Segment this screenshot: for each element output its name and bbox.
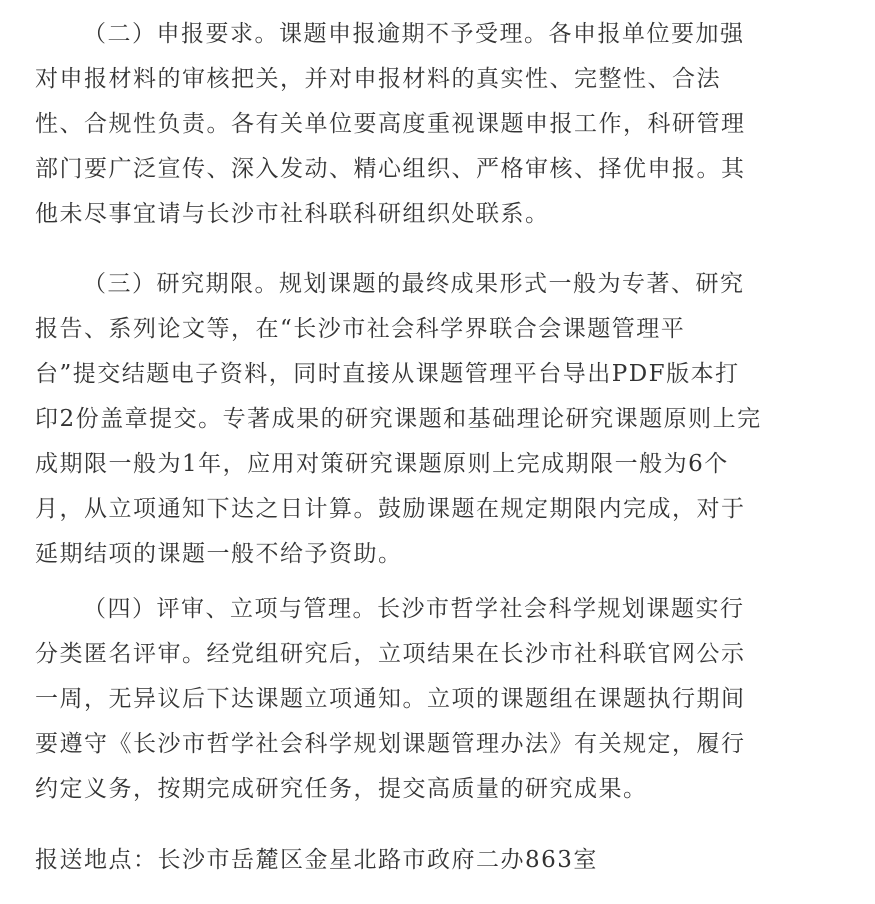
text-line: 部门要广泛宣传、深入发动、精心组织、严格审核、择优申报。其 xyxy=(35,156,746,182)
text-line: 成期限一般为1年，应用对策研究课题原则上完成期限一般为6个 xyxy=(35,451,729,477)
text-line: 月，从立项通知下达之日计算。鼓励课题在规定期限内完成，对于 xyxy=(35,496,746,522)
text-line: 一周，无异议后下达课题立项通知。立项的课题组在课题执行期间 xyxy=(35,686,746,712)
text-line: 约定义务，按期完成研究任务，提交高质量的研究成果。 xyxy=(35,776,648,802)
text-line: （二）申报要求。课题申报逾期不予受理。各申报单位要加强 xyxy=(83,21,745,47)
text-line: 要遵守《长沙市哲学社会科学规划课题管理办法》有关规定，履行 xyxy=(35,731,746,757)
text-line: 他未尽事宜请与长沙市社科联科研组织处联系。 xyxy=(35,201,550,227)
text-line: 性、合规性负责。各有关单位要高度重视课题申报工作，科研管理 xyxy=(35,111,746,137)
paragraph-research-period xyxy=(35,262,835,577)
text-line: 分类匿名评审。经党组研究后，立项结果在长沙市社科联官网公示 xyxy=(35,641,746,667)
text-line: 报告、系列论文等，在“长沙市社会科学界联合会课题管理平 xyxy=(35,316,686,342)
text-line: 台”提交结题电子资料，同时直接从课题管理平台导出PDF版本打 xyxy=(35,361,740,387)
text-line: 对申报材料的审核把关，并对申报材料的真实性、完整性、合法 xyxy=(35,66,721,92)
paragraph-submission-address xyxy=(35,838,835,883)
submission-address-line: 报送地点：长沙市岳麓区金星北路市政府二办863室 xyxy=(35,847,598,873)
paragraph-review-and-management xyxy=(35,587,835,812)
paragraph-application-requirements xyxy=(35,12,835,237)
text-line: 延期结项的课题一般不给予资助。 xyxy=(35,541,403,567)
text-line: 印2份盖章提交。专著成果的研究课题和基础理论研究课题原则上完 xyxy=(35,406,762,432)
text-line: （三）研究期限。规划课题的最终成果形式一般为专著、研究 xyxy=(83,271,745,297)
text-line: （四）评审、立项与管理。长沙市哲学社会科学规划课题实行 xyxy=(83,596,745,622)
